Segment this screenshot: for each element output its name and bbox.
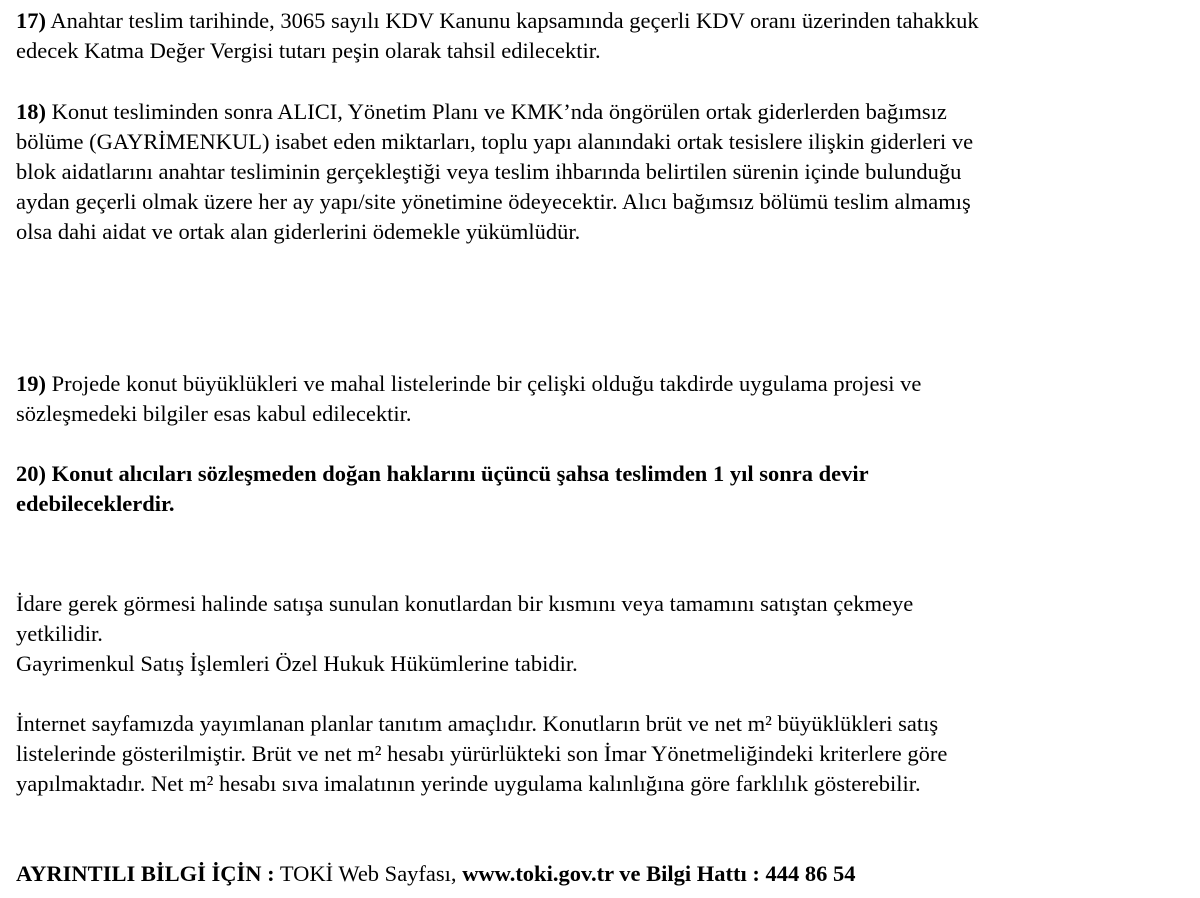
- idare-note-line-3: Gayrimenkul Satış İşlemleri Özel Hukuk Hükümlerine tabidir.: [16, 651, 578, 676]
- clause-18-number: 18): [16, 99, 46, 124]
- clause-20: [16, 459, 1186, 519]
- clause-18-line-5: olsa dahi aidat ve ortak alan giderlerini ödemekle yükümlüdür.: [16, 219, 581, 244]
- contact-footer: [16, 859, 1186, 889]
- clause-18-line-2: bölüme (GAYRİMENKUL) isabet eden miktarları, toplu yapı alanındaki ortak tesislere ilişkin giderleri ve: [16, 129, 974, 154]
- clause-18-line-3: blok aidatlarını anahtar tesliminin gerçekleştiği veya teslim ihbarında belirtilen sürenin içinde bulunduğu: [16, 159, 962, 184]
- clause-19-number: 19): [16, 371, 46, 396]
- internet-note-line-3: yapılmaktadır. Net m² hesabı sıva imalatının yerinde uygulama kalınlığına göre farklılık gösterebilir.: [16, 771, 921, 796]
- internet-note-line-1: İnternet sayfamızda yayımlanan planlar tanıtım amaçlıdır. Konutların brüt ve net m² büyüklükleri satış: [16, 711, 939, 736]
- contact-footer-line: [16, 859, 1186, 889]
- idare-note-line-2: yetkilidir.: [16, 621, 103, 646]
- clause-19: [16, 369, 1186, 429]
- clause-20-line-2: edebileceklerdir.: [16, 491, 175, 516]
- contact-label: AYRINTILI BİLGİ İÇİN :: [16, 861, 275, 886]
- clause-17-line-1: 17) Anahtar teslim tarihinde, 3065 sayılı KDV Kanunu kapsamında geçerli KDV oranı üzerinden tahakkuk: [16, 8, 979, 33]
- website-link[interactable]: www.toki.gov.tr: [462, 861, 614, 886]
- contact-text: TOKİ Web Sayfası,: [274, 861, 463, 886]
- internet-note-line-2: listelerinde gösterilmiştir. Brüt ve net m² hesabı yürürlükteki son İmar Yönetmeliğindeki kriterlere göre: [16, 741, 948, 766]
- clause-17: [16, 6, 1186, 66]
- clause-20-line-1: 20) Konut alıcıları sözleşmeden doğan haklarını üçüncü şahsa teslimden 1 yıl sonra devir: [16, 461, 869, 486]
- idare-note: [16, 589, 1186, 679]
- clause-17-line-2: edecek Katma Değer Vergisi tutarı peşin olarak tahsil edilecektir.: [16, 38, 601, 63]
- clause-18: [16, 97, 1186, 247]
- idare-note-line-1: İdare gerek görmesi halinde satışa sunulan konutlardan bir kısmını veya tamamını satıştan çekmeye: [16, 591, 914, 616]
- clause-17-number: 17): [16, 8, 46, 33]
- clause-19-line-1: 19) Projede konut büyüklükleri ve mahal listelerinde bir çelişki olduğu takdirde uygulama projesi ve: [16, 371, 922, 396]
- internet-note: [16, 709, 1186, 799]
- clause-18-line-1: 18) Konut tesliminden sonra ALICI, Yönetim Planı ve KMK’nda öngörülen ortak giderlerden bağımsız: [16, 99, 947, 124]
- hotline-text: ve Bilgi Hattı : 444 86 54: [613, 861, 856, 886]
- clause-19-line-2: sözleşmedeki bilgiler esas kabul edilecektir.: [16, 401, 412, 426]
- clause-18-line-4: aydan geçerli olmak üzere her ay yapı/site yönetimine ödeyecektir. Alıcı bağımsız bölümü teslim almamış: [16, 189, 971, 214]
